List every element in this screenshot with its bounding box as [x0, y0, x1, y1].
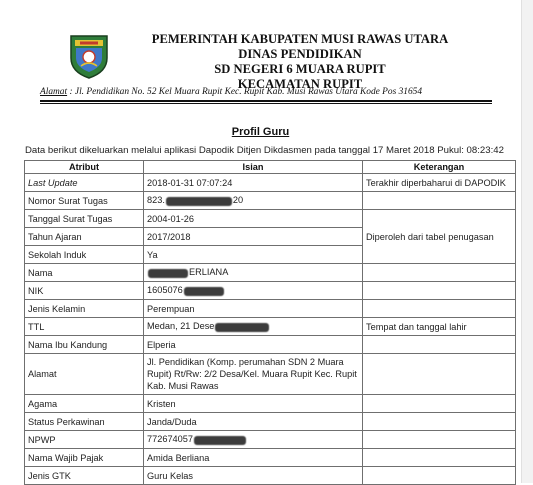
page-edge: [521, 0, 533, 483]
department-name: DINAS PENDIDIKAN: [238, 47, 362, 61]
row-attribute: Nomor Surat Tugas: [25, 192, 144, 210]
row-attribute: Nama Ibu Kandung: [25, 336, 144, 354]
letterhead-title: [120, 32, 480, 92]
column-header-attribute: Atribut: [25, 161, 144, 174]
table-row: [25, 300, 516, 318]
row-note: [363, 354, 516, 395]
header-rule-thick: [40, 100, 492, 102]
row-note: [363, 395, 516, 413]
row-value: [144, 192, 363, 210]
row-value: Guru Kelas: [144, 467, 363, 485]
row-value: 2004-01-26: [144, 210, 363, 228]
table-row: [25, 467, 516, 485]
value-visible-start: Medan, 21 Dese: [147, 321, 215, 332]
row-attribute: Status Perkawinan: [25, 413, 144, 431]
school-address: [40, 87, 500, 97]
agency-name: PEMERINTAH KABUPATEN MUSI RAWAS UTARA: [151, 32, 449, 46]
intro-text: Data berikut dikeluarkan melalui aplikasi Dapodik Ditjen Dikdasmen pada tanggal 17 Maret 2018 Pukul: 08:23:42: [25, 145, 504, 156]
table-row: [25, 354, 516, 395]
row-attribute: Last Update: [25, 174, 144, 192]
letterhead: [0, 0, 521, 108]
row-attribute: Nama Wajib Pajak: [25, 449, 144, 467]
row-attribute: Alamat: [25, 354, 144, 395]
table-row: [25, 318, 516, 336]
address-label: Alamat: [40, 87, 68, 97]
row-value: 2018-01-31 07:07:24: [144, 174, 363, 192]
table-row: [25, 174, 516, 192]
row-attribute: Tanggal Surat Tugas: [25, 210, 144, 228]
row-value: [144, 264, 363, 282]
column-header-value: Isian: [144, 161, 363, 174]
table-row: [25, 431, 516, 449]
column-header-note: Keterangan: [363, 161, 516, 174]
row-note: [363, 264, 516, 282]
table-row: [25, 413, 516, 431]
district-name: KECAMATAN RUPIT: [237, 77, 363, 91]
value-visible-start: 823.: [147, 195, 165, 206]
value-visible-end: 20: [232, 195, 244, 206]
row-attribute: TTL: [25, 318, 144, 336]
redaction-mark: [215, 323, 269, 332]
page-title: Profil Guru: [231, 126, 290, 138]
row-note: Terakhir diperbaharui di DAPODIK: [363, 174, 516, 192]
row-value: Ya: [144, 246, 363, 264]
row-note: [363, 282, 516, 300]
row-attribute: Tahun Ajaran: [25, 228, 144, 246]
table-row: [25, 336, 516, 354]
table-row: [25, 192, 516, 210]
table-row: [25, 395, 516, 413]
redaction-mark: [148, 269, 188, 278]
row-attribute: Nama: [25, 264, 144, 282]
profile-table: [24, 160, 516, 485]
redaction-mark: [194, 436, 246, 445]
value-visible-start: 1605076: [147, 285, 183, 296]
row-attribute: NPWP: [25, 431, 144, 449]
table-row: [25, 210, 516, 228]
row-value: [144, 282, 363, 300]
regency-emblem-icon: [67, 30, 111, 80]
row-note: [363, 300, 516, 318]
address-value: : Jl. Pendidikan No. 52 Kel Muara Rupit Kec. Rupit Kab. Musi Rawas Utara Kode Pos 31654: [69, 87, 423, 97]
redaction-mark: [184, 287, 224, 296]
row-value: Janda/Duda: [144, 413, 363, 431]
row-attribute: NIK: [25, 282, 144, 300]
row-note: [363, 192, 516, 210]
value-visible-end: ERLIANA: [189, 267, 229, 278]
header-rule-thin: [40, 103, 492, 104]
row-value: Jl. Pendidikan (Komp. perumahan SDN 2 Muara Rupit) Rt/Rw: 2/2 Desa/Kel. Muara Rupit Kec. Rupit Kab. Musi Rawas: [144, 354, 363, 395]
school-name: SD NEGERI 6 MUARA RUPIT: [214, 62, 386, 76]
row-attribute: Agama: [25, 395, 144, 413]
row-value: 2017/2018: [144, 228, 363, 246]
row-note: Tempat dan tanggal lahir: [363, 318, 516, 336]
row-attribute: Sekolah Induk: [25, 246, 144, 264]
row-note: Diperoleh dari tabel penugasan: [363, 210, 516, 264]
value-visible-start: 772674057: [147, 434, 193, 445]
table-row: [25, 282, 516, 300]
redaction-mark: [166, 197, 232, 206]
row-value: Kristen: [144, 395, 363, 413]
row-attribute: Jenis GTK: [25, 467, 144, 485]
table-row: [25, 449, 516, 467]
row-value: Elperia: [144, 336, 363, 354]
row-note: [363, 336, 516, 354]
table-header-row: [25, 161, 516, 174]
row-note: [363, 449, 516, 467]
row-value: [144, 431, 363, 449]
row-attribute: Jenis Kelamin: [25, 300, 144, 318]
row-value: [144, 318, 363, 336]
row-value: Perempuan: [144, 300, 363, 318]
row-note: [363, 467, 516, 485]
table-row: [25, 264, 516, 282]
row-note: [363, 413, 516, 431]
row-value: Amida Berliana: [144, 449, 363, 467]
row-note: [363, 431, 516, 449]
